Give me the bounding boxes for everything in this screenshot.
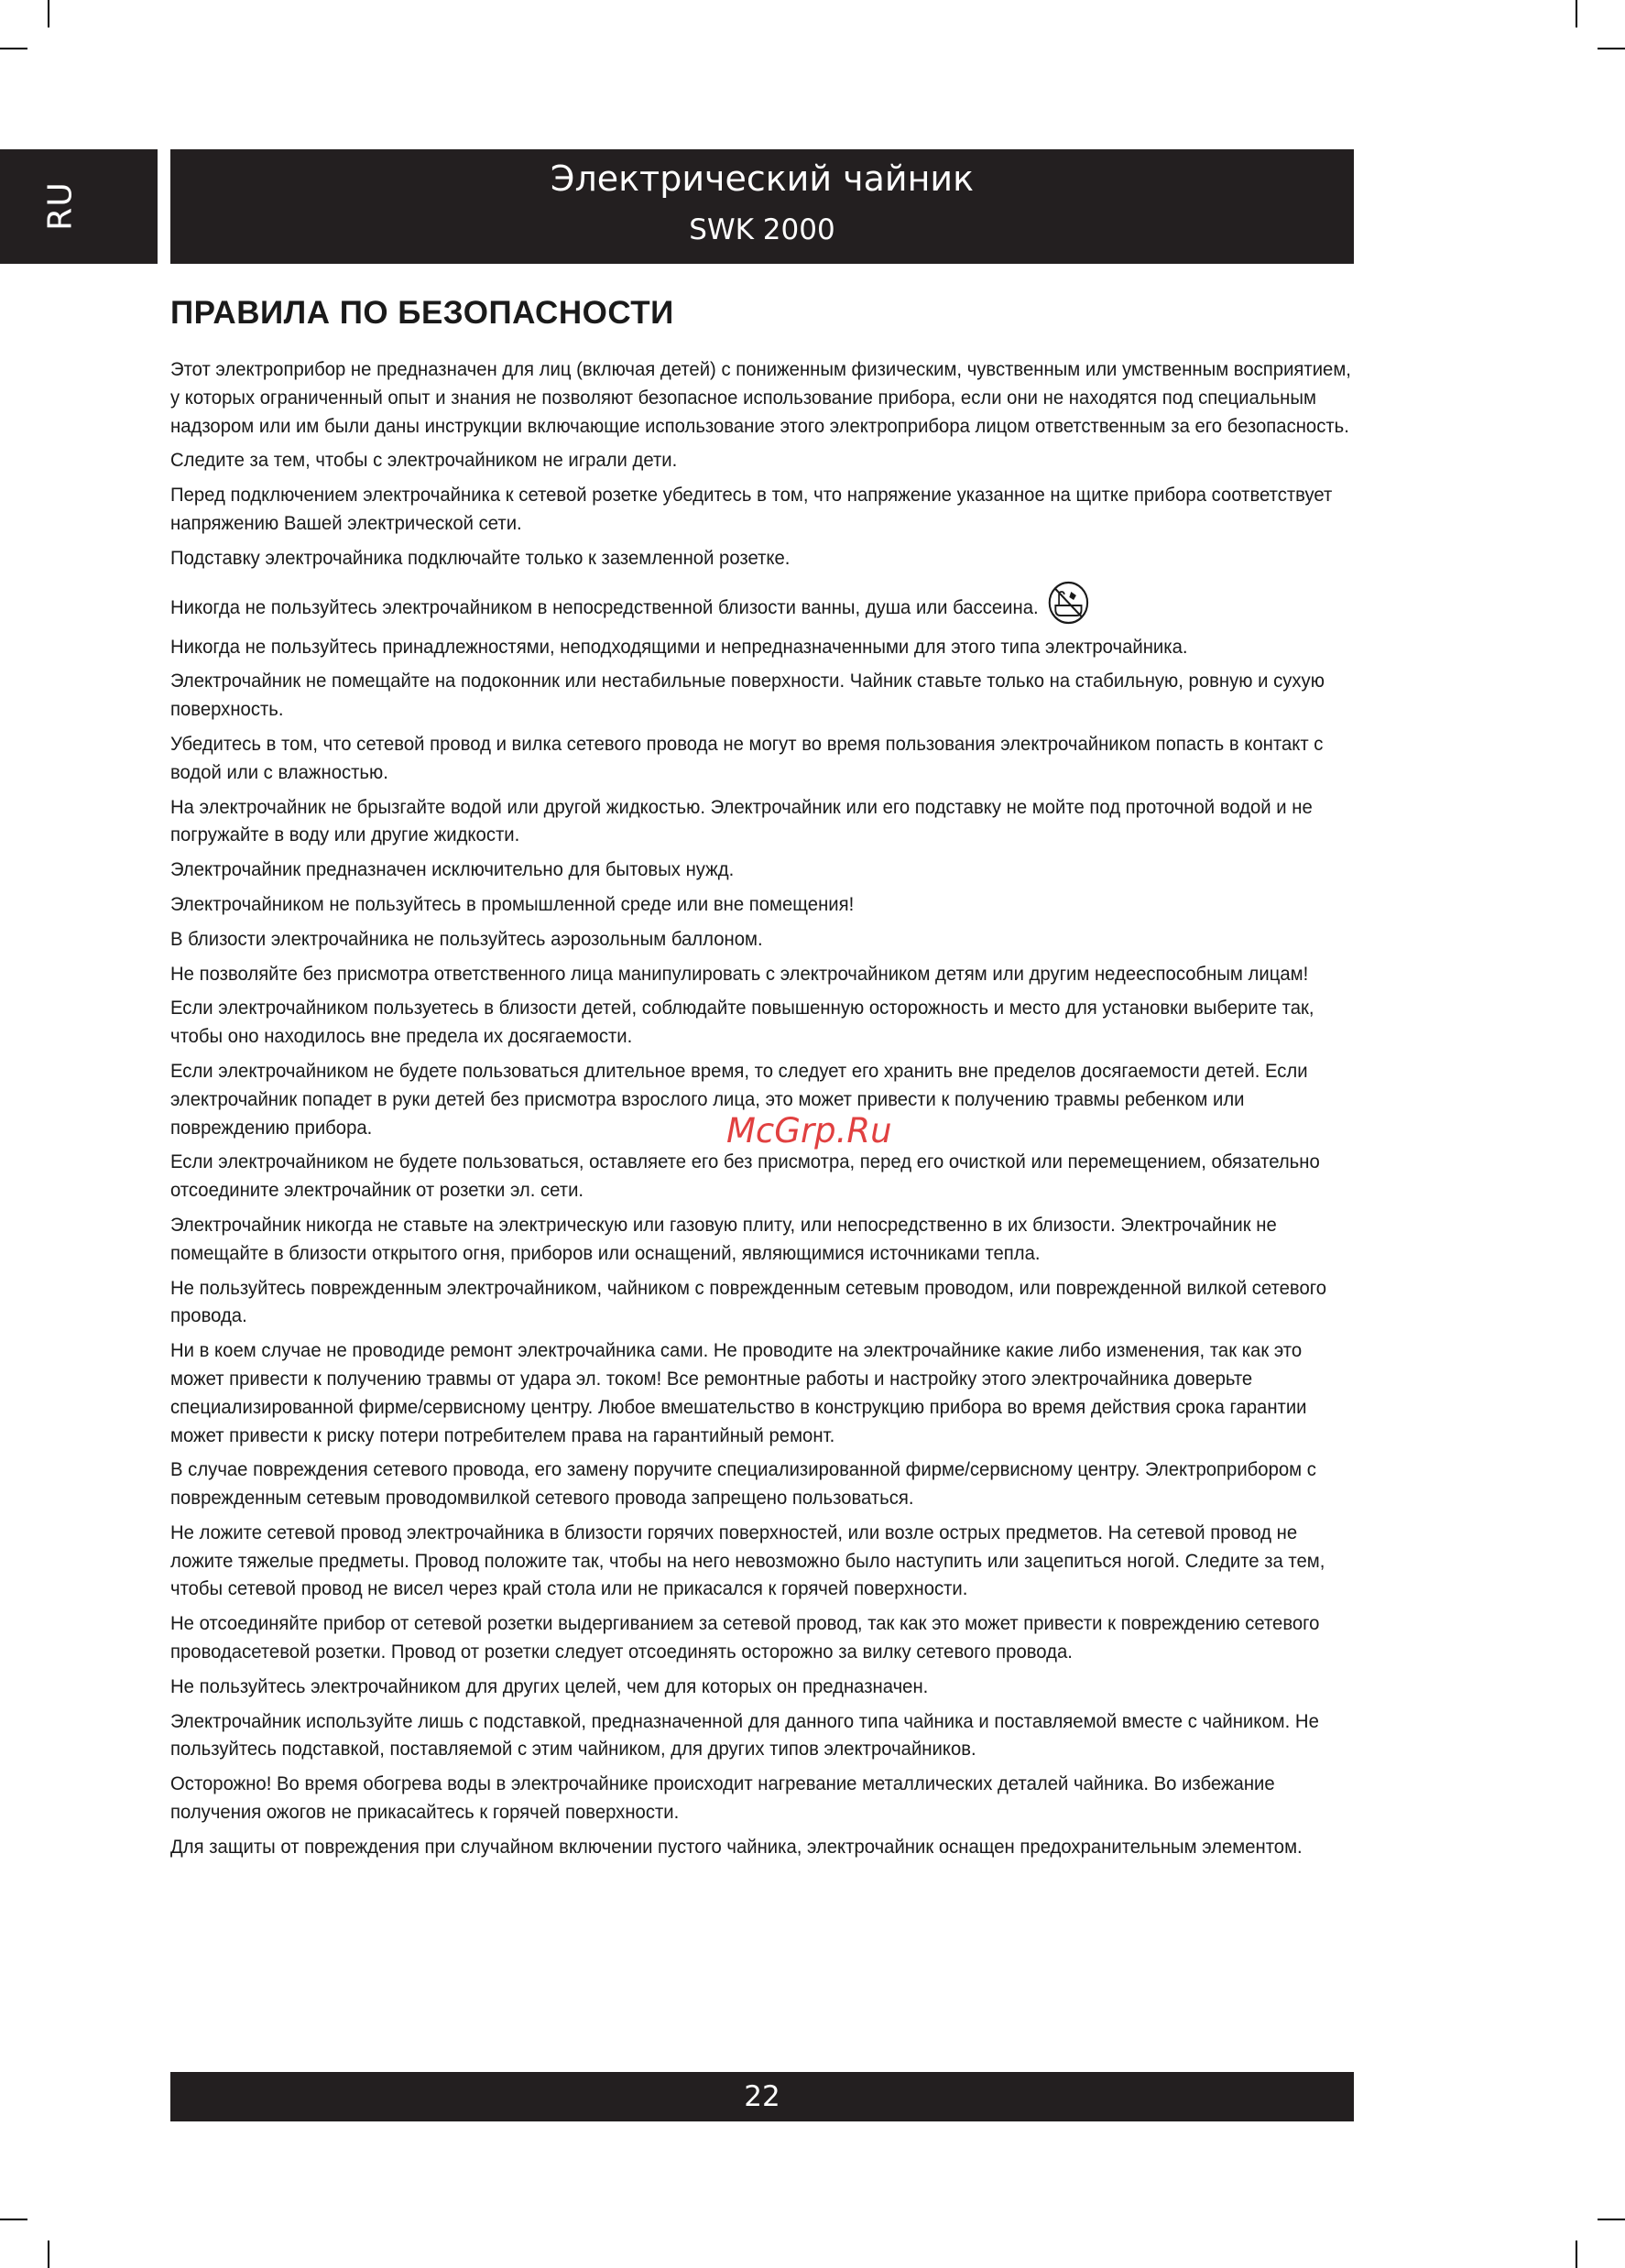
paragraph: В случае повреждения сетевого провода, его замену поручите специализированной фирме/сервисному центру. Электроприбором с поврежденным сетевым проводомвилкой сетевого провода запрещено пользоваться. (170, 1457, 1316, 1510)
language-tab (0, 149, 158, 264)
paragraph: Осторожно! Во время обогрева воды в электрочайнике происходит нагревание металлических деталей чайника. Во избежание получения ожогов не прикасайтесь к горячей поверхности. (170, 1772, 1275, 1824)
paragraph: Не пользуйтесь поврежденным электрочайником, чайником с поврежденным сетевым проводом, или поврежденной вилкой сетевого провода. (170, 1275, 1327, 1327)
paragraph: Ни в коем случае не проводиде ремонт электрочайника сами. Не проводите на электрочайнике какие либо изменения, так как это может привести к получению травмы от удара эл. током! Все ремонтные работы и настройку этого электрочайника доверьте специализированной фирме/сервисному центру. Любое вмешательство в конструкцию прибора во время действия срока гарантии может привести к риску потери потребителем права на гарантийный ремонт. (170, 1338, 1307, 1446)
paragraph: Не ложите сетевой провод электрочайника в близости горячих поверхностей, или возле острых предметов. На сетевой провод не ложите тяжелые предметы. Провод положите так, чтобы на него невозможно было наступить или зацепиться ногой. Следите за тем, чтобы сетевой провод не висел через край стола или не прикасался к горячей поверхности. (170, 1520, 1325, 1600)
paragraph-text: Никогда не пользуйтесь электрочайником в непосредственной близости ванны, душа или бассеина. (170, 594, 1039, 618)
paragraph: Не пользуйтесь электрочайником для других целей, чем для которых он предназначен. (170, 1674, 929, 1697)
paragraph: Если электрочайником не будете пользоваться, оставляете его без присмотра, перед его очисткой или перемещением, обязательно отсоедините электрочайник от розетки эл. сети. (170, 1150, 1320, 1202)
paragraph: Не позволяйте без присмотра ответственного лица манипулировать с электрочайником детям или другим недееспособным лицам! (170, 961, 1309, 985)
section-title: ПРАВИЛА ПО БЕЗОПАСНОСТИ (170, 295, 674, 331)
paragraph: Убедитесь в том, что сетевой провод и вилка сетевого провода не могут во время пользования электрочайником попасть в контакт с водой или с влажностью. (170, 731, 1324, 783)
paragraph: Этот электроприбор не предназначен для лиц (включая детей) с пониженным физическим, чувственным или умственным восприятием, у которых ограниченный опыт и знания не позволяют безопасное использование прибора, если они не находятся под специальным надзором или им были даны инструкции включающие использование этого электроприбора лицом ответственным за его безопасность. (170, 357, 1351, 437)
paragraph: Электрочайник предназначен исключительно для бытовых нужд. (170, 857, 735, 881)
paragraph: Следите за тем, чтобы с электрочайником не играли дети. (170, 448, 678, 472)
crop-mark (1598, 2219, 1625, 2220)
paragraph: Если электрочайником пользуетесь в близости детей, соблюдайте повышенную осторожность и место для установки выберите так, чтобы оно находилось вне предела их досягаемости. (170, 996, 1314, 1048)
crop-mark (48, 0, 49, 27)
model-name: SWK 2000 (689, 213, 835, 246)
paragraph: На электрочайник не брызгайте водой или другой жидкостью. Электрочайник или его подставку не мойте под проточной водой и не погружайте в воду или другие жидкости. (170, 794, 1313, 846)
language-code: RU (41, 181, 80, 231)
no-bathtub-warning-icon (1045, 579, 1092, 627)
paragraph: Перед подключением электрочайника к сетевой розетке убедитесь в том, что напряжение указанное на щитке прибора соответствует напряжению Вашей электрической сети. (170, 483, 1333, 534)
crop-mark (0, 48, 27, 49)
paragraph: В близости электрочайника не пользуйтесь аэрозольным баллоном. (170, 926, 763, 950)
crop-mark (48, 2241, 49, 2268)
page-number: 22 (744, 2080, 780, 2113)
crop-mark (0, 2219, 27, 2220)
paragraph: Если электрочайником не будете пользоваться длительное время, то следует его хранить вне пределов досягаемости детей. Если электрочайник попадет в руки детей без присмотра взрослого лица, это может привести к получению травмы ребенком или повреждению прибора. (170, 1058, 1308, 1139)
paragraph: Никогда не пользуйтесь принадлежностями, неподходящими и непредназначенными для этого типа электрочайника. (170, 634, 1188, 658)
crop-mark (1598, 48, 1625, 49)
paragraph: Электрочайник используйте лишь с подставкой, предназначенной для данного типа чайника и поставляемой вместе с чайником. Не пользуйтесь подставкой, поставляемой с этим чайником, для других типов электрочайников. (170, 1708, 1319, 1761)
paragraph: Электрочайник никогда не ставьте на электрическую или газовую плиту, или непосредственно в их близости. Электрочайник не помещайте в близости открытого огня, приборов или оснащений, являющимися источниками тепла. (170, 1212, 1277, 1264)
paragraph: Электрочайник не помещайте на подоконник или нестабильные поверхности. Чайник ставьте только на стабильную, ровную и сухую поверхность. (170, 669, 1325, 721)
paragraph: Электрочайником не пользуйтесь в промышленной среде или вне помещения! (170, 891, 855, 915)
crop-mark (1576, 0, 1577, 27)
paragraph: Для защиты от повреждения при случайном включении пустого чайника, электрочайник оснащен предохранительным элементом. (170, 1834, 1303, 1858)
watermark: McGrp.Ru (726, 1111, 892, 1150)
header-band (170, 149, 1354, 264)
crop-mark (1576, 2241, 1577, 2268)
paragraph: Не отсоединяйте прибор от сетевой розетки выдергиванием за сетевой провод, так как это может привести к повреждению сетевого проводасетевой розетки. Провод от розетки следует отсоединять осторожно за вилку сетевого провода. (170, 1611, 1320, 1663)
paragraph-with-icon (170, 579, 1354, 627)
footer-band (170, 2072, 1354, 2121)
document-title: Электрический чайник (550, 158, 975, 199)
paragraph: Подставку электрочайника подключайте только к заземленной розетке. (170, 545, 791, 569)
